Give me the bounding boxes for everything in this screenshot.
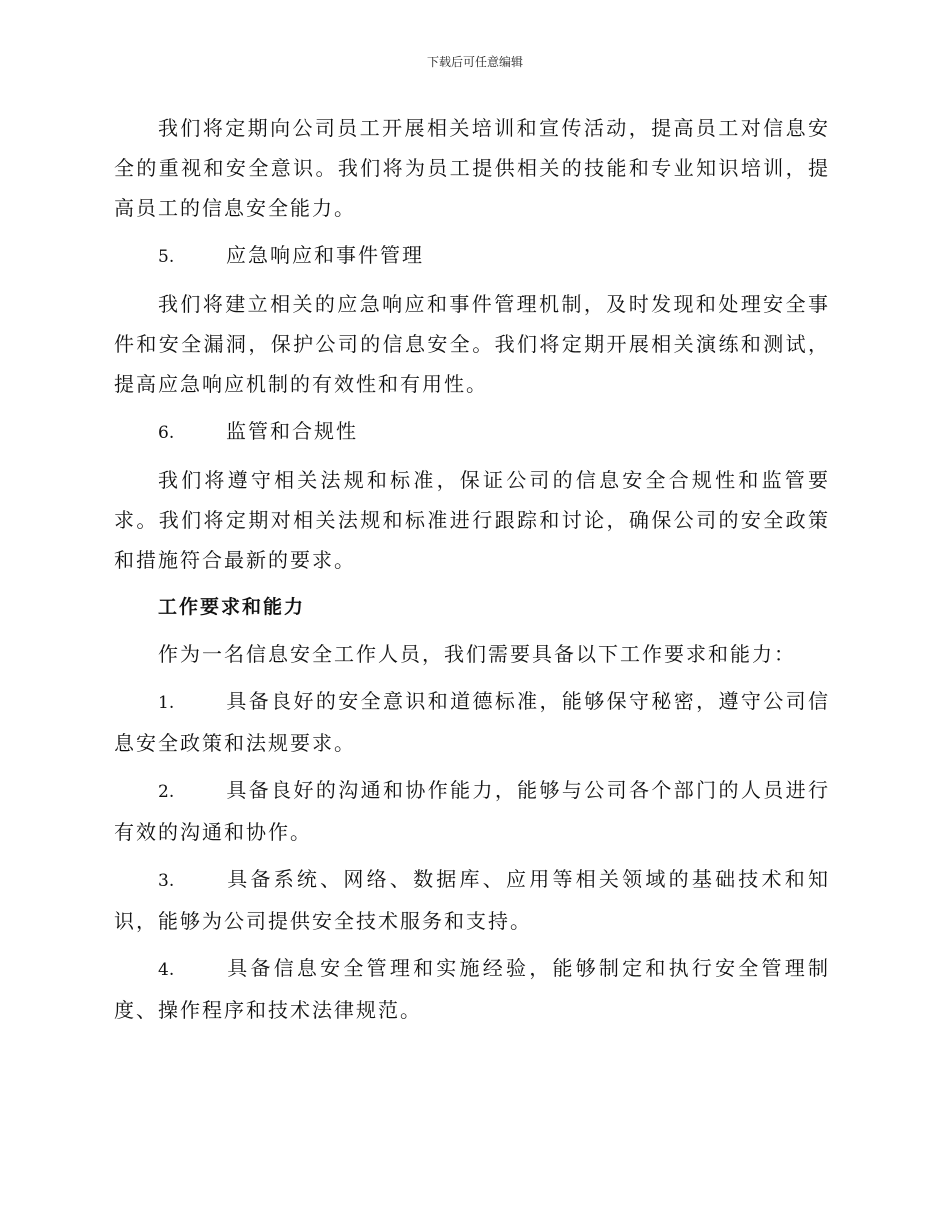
section-6-heading	[114, 411, 830, 453]
requirement-item-4	[114, 948, 830, 1030]
section-6-number: 6.	[158, 423, 175, 443]
page-header: 下载后可任意编辑	[426, 55, 523, 69]
requirement-3-text: 具备系统、网络、数据库、应用等相关领域的基础技术和知识，能够为公司提供安全技术服务和支持。	[114, 867, 830, 933]
section-5-title: 应急响应和事件管理	[226, 243, 424, 267]
section-5-heading	[114, 235, 830, 277]
requirement-4-text: 具备信息安全管理和实施经验，能够制定和执行安全管理制度、操作程序和技术法律规范。	[114, 956, 830, 1022]
requirement-item-2	[114, 770, 830, 852]
document-body	[114, 108, 830, 1037]
section-6-title: 监管和合规性	[226, 419, 358, 443]
requirement-2-text: 具备良好的沟通和协作能力，能够与公司各个部门的人员进行有效的沟通和协作。	[114, 778, 830, 844]
section-5-number: 5.	[158, 247, 175, 267]
paragraph-requirements-intro: 作为一名信息安全工作人员，我们需要具备以下工作要求和能力：	[158, 642, 796, 666]
requirement-1-text: 具备良好的安全意识和道德标准，能够保守秘密，遵守公司信息安全政策和法规要求。	[114, 689, 830, 755]
section-heading-requirements: 工作要求和能力	[158, 596, 306, 618]
requirement-item-3	[114, 859, 830, 941]
requirement-item-1	[114, 681, 830, 763]
paragraph-compliance: 我们将遵守相关法规和标准，保证公司的信息安全合规性和监管要求。我们将定期对相关法规和标准进行跟踪和讨论，确保公司的安全政策和措施符合最新的要求。	[114, 468, 830, 572]
requirement-2-number: 2.	[158, 782, 175, 802]
requirement-4-number: 4.	[158, 960, 175, 980]
requirement-3-number: 3.	[158, 871, 175, 891]
paragraph-emergency-response: 我们将建立相关的应急响应和事件管理机制，及时发现和处理安全事件和安全漏洞，保护公司的信息安全。我们将定期开展相关演练和测试，提高应急响应机制的有效性和有用性。	[114, 292, 830, 396]
requirement-1-number: 1.	[158, 693, 175, 713]
paragraph-training: 我们将定期向公司员工开展相关培训和宣传活动，提高员工对信息安全的重视和安全意识。我们将为员工提供相关的技能和专业知识培训，提高员工的信息安全能力。	[114, 116, 830, 220]
